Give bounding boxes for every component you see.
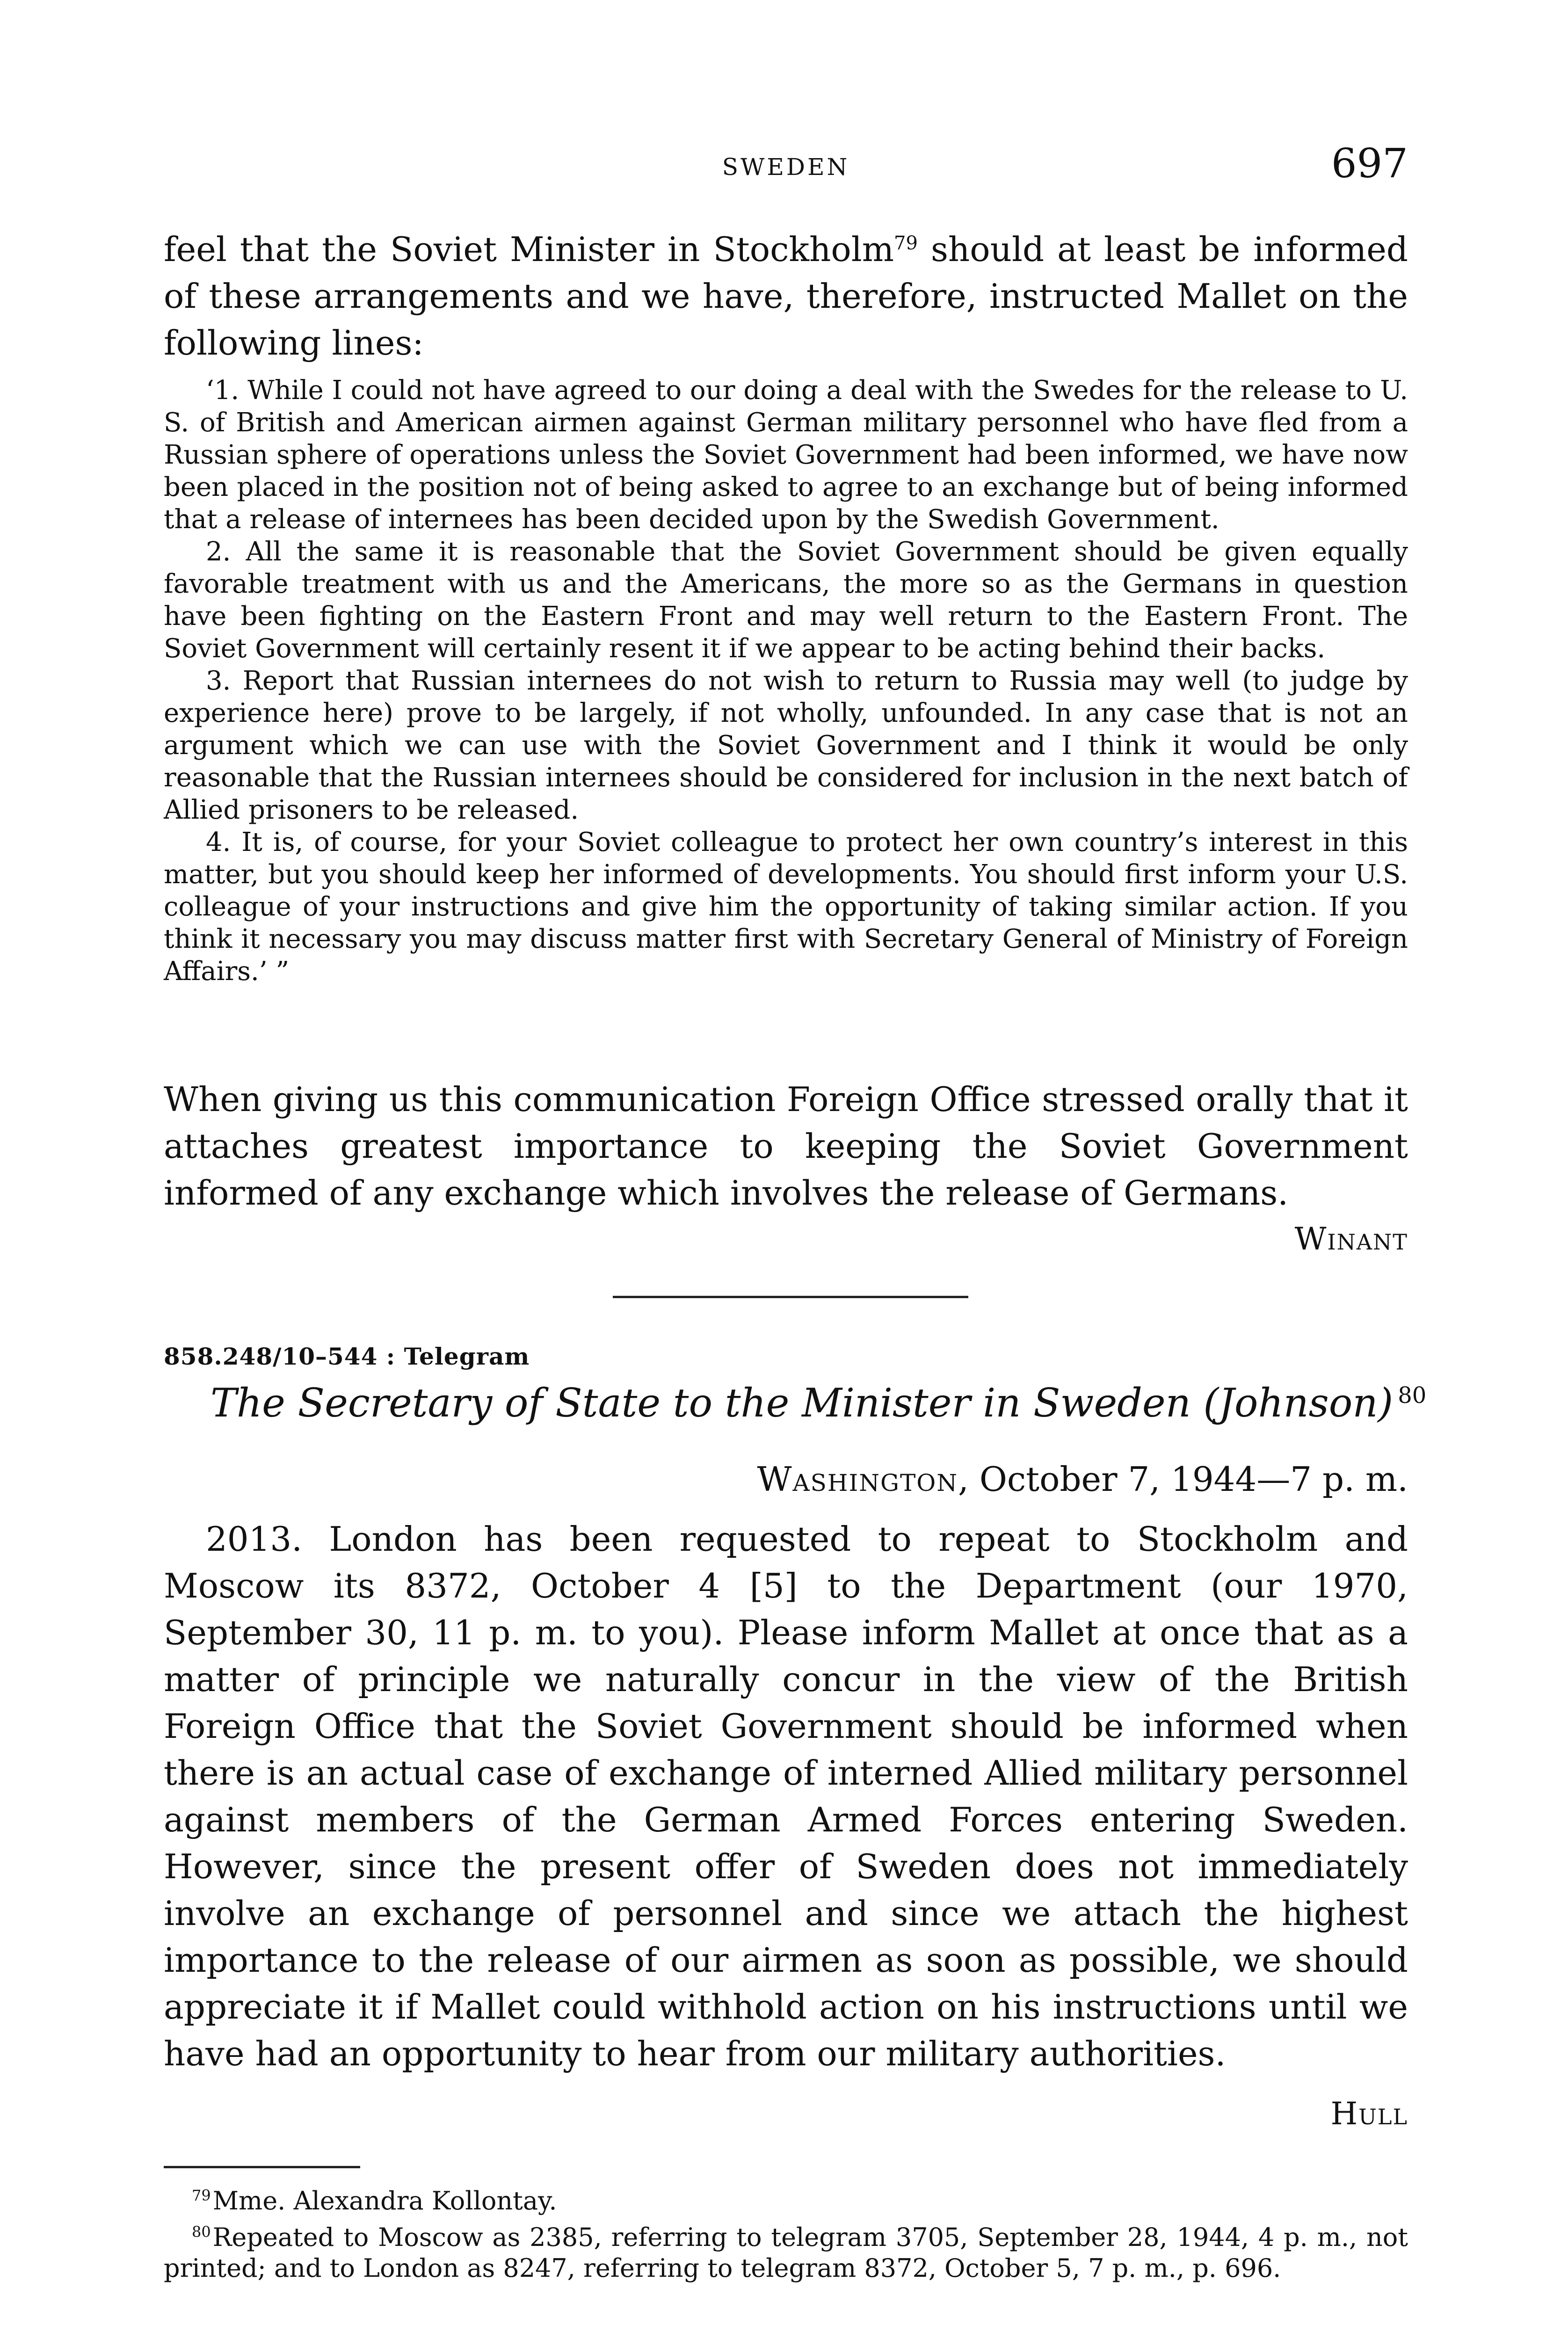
footnote-mark: 79 [192,2186,211,2204]
footnote-item [164,2180,1408,2216]
dateline-date: , October 7, 1944—7 p. m. [958,1460,1408,1499]
signature-hull: Hull [1330,2096,1408,2132]
dateline [757,1460,1408,1499]
section-divider [613,1296,968,1298]
footnote-text: Mme. Alexandra Kollontay. [212,2186,557,2216]
dateline-place: Washington [757,1460,958,1499]
quote-item: 4. It is, of course, for your Soviet colleague to protect her own country’s interest in this matter, but you should keep her informed of developments. You should first inform your U.S. colleague of your instructions and give him the opportunity of taking similar action. If you think it necessary you may discuss matter first with Secretary General of Ministry of Foreign Affairs.’ ” [164,827,1408,987]
quote-item: 2. All the same it is reasonable that the Soviet Government should be given equally favorable treatment with us and the Americans, the more so as the Germans in question have been fighting on the Eastern Front and may well return to the Eastern Front. The Soviet Government will certainly resent it if we appear to be acting behind their backs. [164,537,1408,664]
footnote-item [164,2216,1408,2284]
lead-text-after: should at least be informed of these arrangements and we have, therefore, instructed Mallet on the following lines: [164,230,1408,363]
footnote-ref-80[interactable]: 80 [1398,1382,1427,1409]
file-reference: 858.248/10–544 : Telegram [164,1343,530,1370]
footnotes [164,2180,1408,2284]
quoted-instructions [164,374,1408,988]
footnote-rule [164,2166,360,2168]
running-head: SWEDEN [722,153,850,181]
page-number: 697 [1331,140,1408,187]
footnote-text: Repeated to Moscow as 2385, referring to telegram 3705, September 28, 1944, 4 p. m., not printed; and to London as 8247, referring to telegram 8372, October 5, 7 p. m., p. 696. [164,2223,1408,2283]
signature-winant: Winant [1294,1221,1408,1257]
telegram-body: 2013. London has been requested to repeat to Stockholm and Moscow its 8372, October 4 [5] to the Department (our 1970, September 30, 11 p. m. to you). Please inform Mallet at once that as a matter of principle we naturally concur in the view of the British Foreign Office that the Soviet Government should be informed when there is an actual case of exchange of interned Allied military personnel against members of the German Armed Forces entering Sweden. However, since the present offer of Sweden does not immediately involve an exchange of personnel and since we attach the highest importance to the release of our airmen as soon as possible, we should appreciate it if Mallet could withhold action on his instructions until we have had an opportunity to hear from our military authorities. [164,1519,1408,2073]
document-title [211,1380,1426,1426]
footnote-ref-79[interactable]: 79 [894,232,918,254]
quote-item: ‘1. While I could not have agreed to our doing a deal with the Swedes for the release to U. S. of British and American airmen against German military personnel who have fled from a Russian sphere of operations unless the Soviet Government had been informed, we have now been placed in the position not of being asked to agree to an exchange but of being informed that a release of internees has been decided upon by the Swedish Government. [164,375,1408,535]
document-title-text: The Secretary of State to the Minister in Sweden (Johnson) [211,1380,1394,1426]
lead-text-before: feel that the Soviet Minister in Stockholm [164,230,894,269]
page-header [164,140,1408,196]
quote-item: 3. Report that Russian internees do not wish to return to Russia may well (to judge by experience here) prove to be largely, if not wholly, unfounded. In any case that is not an argument which we can use with the Soviet Government and I think it would be only reasonable that the Russian internees should be considered for inclusion in the next batch of Allied prisoners to be released. [164,666,1408,825]
footnote-mark: 80 [192,2223,211,2241]
closing-paragraph: When giving us this communication Foreign Office stressed orally that it attaches greatest importance to keeping the Soviet Government informed of any exchange which involves the release of Germans. [164,1080,1408,1213]
lead-paragraph [164,220,1408,366]
